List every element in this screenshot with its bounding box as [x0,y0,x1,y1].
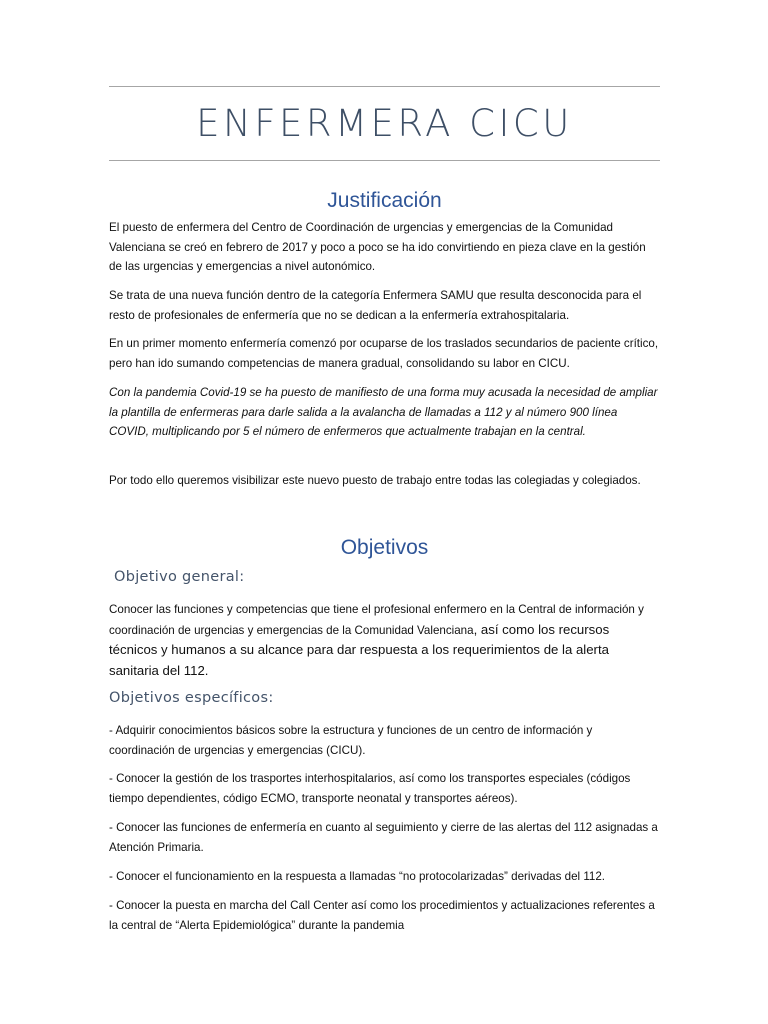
title-bottom-rule [109,160,660,161]
justificacion-paragraph-italic: Con la pandemia Covid-19 se ha puesto de manifiesto de una forma muy acusada la necesidad de ampliar la plantilla de enfermeras para darle salida a la avalancha de llamadas a 112 y al número 900 línea COVID, multiplicando por 5 el número de enfermeros que actualmente trabajan en la central. [109,386,658,438]
justificacion-paragraph: Por todo ello queremos visibilizar este nuevo puesto de trabajo entre todas las colegiadas y colegiados. [109,474,641,487]
objetivo-general-text [109,600,660,681]
justificacion-paragraph: En un primer momento enfermería comenzó por ocuparse de los traslados secundarios de paciente crítico, pero han ido sumando competencias de manera gradual, consolidando su labor en CICU. [109,337,659,370]
title-top-rule [109,86,660,87]
justificacion-heading: Justificación [327,189,442,212]
objetivo-general-text-part1: Conocer las funciones y competencias que tiene el profesional enfermero en la Central de información y coordinación de urgencias y emergencias de la Comunidad Valenciana [109,603,644,637]
objetivos-especificos-heading: Objetivos específicos: [109,690,274,706]
objetivo-general-text-part2: , así como los recursos técnicos y humanos a su alcance para dar respuesta a los requerimientos de la alerta sanitaria del 112. [109,621,610,678]
objetivo-especifico-item: - Conocer la gestión de los trasportes interhospitalarios, así como los transportes especiales (códigos tiempo dependientes, código ECMO, transporte neonatal y transportes aéreos). [109,772,631,805]
objetivo-especifico-item: - Conocer el funcionamiento en la respuesta a llamadas “no protocolarizadas” derivadas del 112. [109,870,606,883]
objetivo-especifico-item: - Conocer la puesta en marcha del Call Center así como los procedimientos y actualizaciones referentes a la central de “Alerta Epidemiológica” durante la pandemia [109,899,655,932]
justificacion-paragraph: Se trata de una nueva función dentro de la categoría Enfermera SAMU que resulta desconocida para el resto de profesionales de enfermería que no se dedican a la enfermería extrahospitalaria. [109,289,642,322]
document-title: ENFERMERA CICU [196,102,573,145]
objetivo-especifico-item: - Conocer las funciones de enfermería en cuanto al seguimiento y cierre de las alertas del 112 asignadas a Atención Primaria. [109,821,658,854]
objetivo-especifico-item: - Adquirir conocimientos básicos sobre la estructura y funciones de un centro de información y coordinación de urgencias y emergencias (CICU). [109,724,593,757]
objetivos-heading: Objetivos [340,536,429,559]
objetivo-general-heading: Objetivo general: [114,569,245,585]
justificacion-paragraph: El puesto de enfermera del Centro de Coordinación de urgencias y emergencias de la Comunidad Valenciana se creó en febrero de 2017 y poco a poco se ha ido convirtiendo en pieza clave en la gestión de las urgencias y emergencias a nivel autonómico. [109,221,646,273]
